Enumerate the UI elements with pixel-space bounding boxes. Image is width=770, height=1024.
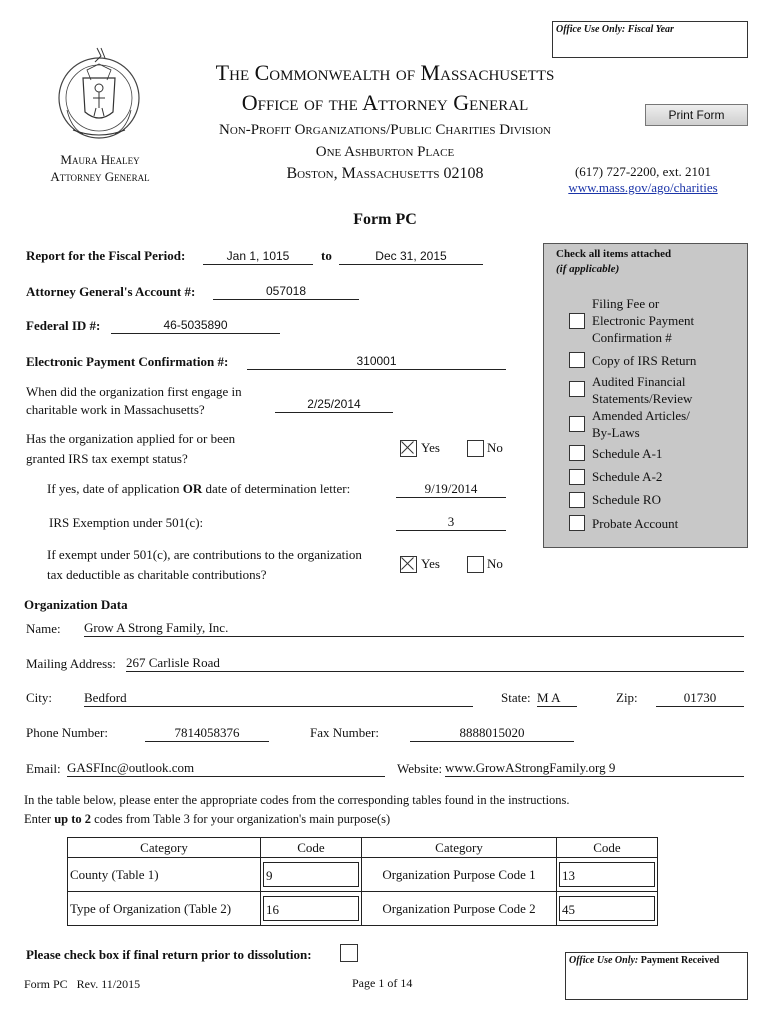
org-name-label: Name: [26,621,61,636]
county-code-input[interactable]: 9 [263,862,359,887]
deductible-yes-checkbox[interactable] [400,556,417,573]
irs-status-label-2: granted IRS tax exempt status? [26,451,188,466]
attach-amended-line2: By-Laws [592,425,640,440]
deductible-label-1: If exempt under 501(c), are contributions to the organization [47,547,362,562]
office-use-payment-label: Office Use Only: [569,955,639,966]
instructions-line2-pre: Enter [24,812,52,826]
mailing-address-label: Mailing Address: [26,656,116,671]
attach-filing-fee-line3: Confirmation # [592,330,672,345]
orgtype-category-cell: Type of Organization (Table 2) [68,892,261,926]
final-return-checkbox[interactable] [340,944,358,962]
city-label: City: [26,690,53,705]
exemption-field[interactable]: 3 [396,513,506,531]
attach-schedule-a1-label: Schedule A-1 [592,446,663,461]
print-form-button[interactable]: Print Form [645,104,748,126]
irs-status-no-checkbox[interactable] [467,440,484,457]
header-category-1: Category [68,838,261,858]
fiscal-to-field[interactable]: Dec 31, 2015 [339,247,483,265]
irs-status-no-label: No [487,440,503,455]
purpose2-code-cell [557,892,658,926]
header-category-2: Category [362,838,557,858]
purpose1-code-cell [557,858,658,892]
codes-table-header [68,838,658,858]
attach-irs-return-checkbox[interactable] [569,352,585,368]
form-title: Form PC [353,211,417,228]
office-use-payment-box [565,952,748,1000]
purpose1-code-input[interactable]: 13 [559,862,655,887]
attachments-subtitle [556,261,619,278]
attach-irs-return-label: Copy of IRS Return [592,353,697,368]
header-code-2: Code [557,838,658,858]
attach-amended-label [592,407,690,441]
instructions-line2-bold: up to 2 [54,812,92,826]
attach-filing-fee-line1: Filing Fee or [592,296,660,311]
fax-field[interactable]: 8888015020 [410,724,574,742]
fiscal-from-field[interactable]: Jan 1, 1015 [203,247,313,265]
orgtype-code-cell [261,892,362,926]
epc-field[interactable]: 310001 [247,352,506,370]
header-office: Office of the Attorney General [241,90,529,115]
contact-phone: (617) 727-2200, ext. 2101 [574,164,712,179]
deductible-yes-label: Yes [421,556,440,571]
epc-label: Electronic Payment Confirmation #: [26,354,229,369]
email-label: Email: [26,761,61,776]
attach-audited-line1: Audited Financial [592,374,686,389]
federal-id-field[interactable]: 46-5035890 [111,316,280,334]
deductible-label-2: tax deductible as charitable contributions? [47,567,267,582]
attach-schedule-ro-checkbox[interactable] [569,492,585,508]
phone-field[interactable]: 7814058376 [145,724,269,742]
fax-label: Fax Number: [310,725,379,740]
city-field[interactable]: Bedford [84,689,473,707]
attachments-subtitle-text: (if applicable) [556,263,620,275]
state-label: State: [501,690,531,705]
footer-page-number: Page 1 of 14 [352,976,413,990]
ag-title: Attorney General [50,169,150,184]
header-address-street: One Ashburton Place [315,144,455,160]
table-row [68,858,658,892]
org-section-title: Organization Data [24,597,128,612]
header-division: Non-Profit Organizations/Public Charities Division [219,122,551,138]
attach-audited-checkbox[interactable] [569,381,585,397]
state-field[interactable]: M A [537,689,577,707]
attach-audited-line2: Statements/Review [592,391,693,406]
instructions-line2 [24,812,390,827]
fiscal-to-label: to [321,248,332,263]
attach-probate-label: Probate Account [592,516,679,531]
zip-field[interactable]: 01730 [656,689,744,707]
ag-account-label: Attorney General's Account #: [26,284,196,299]
attachments-panel [543,243,748,548]
deductible-no-checkbox[interactable] [467,556,484,573]
exemption-label: IRS Exemption under 501(c): [49,515,204,530]
purpose2-category-cell: Organization Purpose Code 2 [362,892,557,926]
federal-id-label: Federal ID #: [26,318,101,333]
table-row [68,892,658,926]
mailing-address-field[interactable]: 267 Carlisle Road [126,654,744,672]
determination-date-field[interactable]: 9/19/2014 [396,480,506,498]
determination-label [47,481,350,497]
ag-account-field[interactable]: 057018 [213,282,359,300]
instructions-line2-post: codes from Table 3 for your organization's main purpose(s) [94,812,391,826]
attach-filing-fee-line2: Electronic Payment [592,313,695,328]
irs-status-label-1: Has the organization applied for or been [26,431,236,446]
website-label: Website: [397,761,443,776]
deductible-no-label: No [487,556,503,571]
purpose2-code-input[interactable]: 45 [559,896,655,921]
charities-website-link[interactable]: www.mass.gov/ago/charities [568,180,718,195]
first-engage-label-1: When did the organization first engage in [26,384,242,399]
office-use-fiscal-year-label: Office Use Only: Fiscal Year [556,24,674,35]
purpose1-category-cell: Organization Purpose Code 1 [362,858,557,892]
determination-label-post: date of determination letter: [205,481,351,496]
website-field[interactable]: www.GrowAStrongFamily.org 9 [445,759,744,777]
determination-label-pre: If yes, date of application [47,481,180,496]
attach-filing-fee-label [592,295,694,346]
zip-label: Zip: [616,690,638,705]
phone-label: Phone Number: [26,725,108,740]
orgtype-code-input[interactable]: 16 [263,896,359,921]
attach-schedule-a2-label: Schedule A-2 [592,469,663,484]
first-engage-label-2: charitable work in Massachusetts? [26,402,205,417]
office-use-payment-label-rest: Payment Received [640,955,720,966]
county-category-cell: County (Table 1) [68,858,261,892]
codes-table [67,837,658,926]
final-return-label: Please check box if final return prior to dissolution: [26,947,312,962]
email-field[interactable]: GASFInc@outlook.com [67,759,385,777]
attach-filing-fee-checkbox[interactable] [569,313,585,329]
attach-schedule-a2-checkbox[interactable] [569,469,585,485]
determination-label-or: OR [182,481,203,496]
attach-amended-line1: Amended Articles/ [592,408,690,423]
attach-amended-checkbox[interactable] [569,416,585,432]
attach-probate-checkbox[interactable] [569,515,585,531]
header-code-1: Code [261,838,362,858]
org-name-field[interactable]: Grow A Strong Family, Inc. [84,619,744,637]
footer-form-rev: Form PC Rev. 11/2015 [24,977,141,991]
county-code-cell [261,858,362,892]
massachusetts-seal-icon [53,40,145,144]
header-commonwealth: The Commonwealth of Massachusetts [215,60,555,85]
office-use-fiscal-year-box [552,21,748,58]
attachments-title: Check all items attached [556,248,672,260]
header-address-city: Boston, Massachusetts 02108 [286,165,484,182]
attach-schedule-ro-label: Schedule RO [592,492,661,507]
attach-schedule-a1-checkbox[interactable] [569,445,585,461]
first-engage-field[interactable]: 2/25/2014 [275,395,393,413]
instructions-line1: In the table below, please enter the appropriate codes from the corresponding tables found in the instructions. [24,793,570,807]
irs-status-yes-label: Yes [421,440,440,455]
irs-status-yes-checkbox[interactable] [400,440,417,457]
ag-name: Maura Healey [60,152,140,167]
fiscal-period-label: Report for the Fiscal Period: [26,248,186,263]
attach-audited-label [592,373,692,407]
